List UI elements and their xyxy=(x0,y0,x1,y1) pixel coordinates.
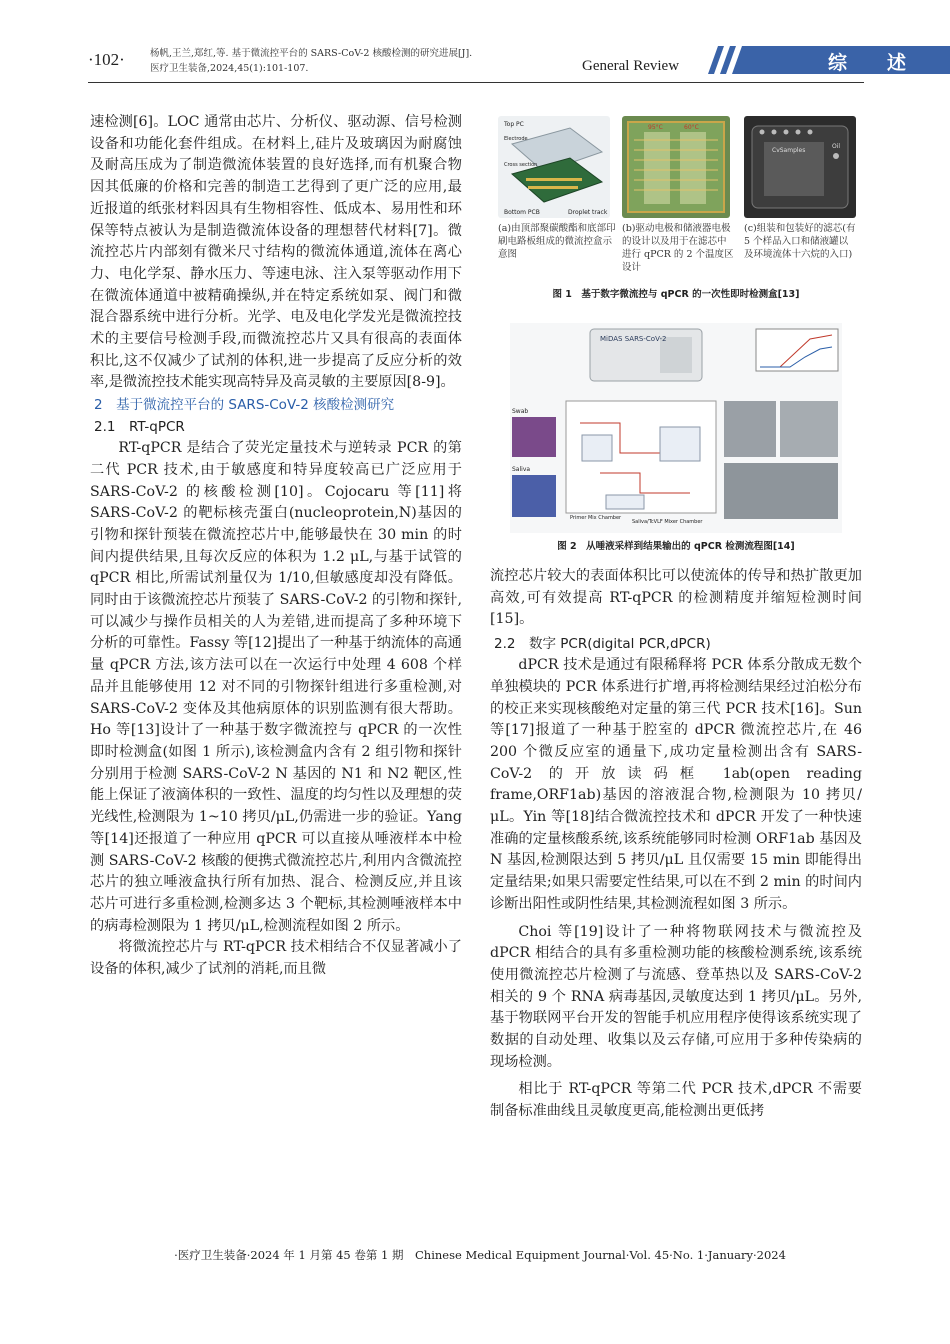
label-device: MiDAS SARS-CoV-2 xyxy=(600,335,667,343)
section-label-en: General Review xyxy=(582,58,680,74)
citation-line-2: 医疗卫生装备,2024,45(1):101-107. xyxy=(150,63,309,74)
page-number: ·102· xyxy=(88,50,125,69)
page-header xyxy=(88,40,947,86)
label-60c: 60°C xyxy=(684,124,699,131)
section-heading-2-1: 2.1 RT-qPCR xyxy=(94,419,185,436)
left-column xyxy=(90,112,462,981)
section-tag xyxy=(698,46,950,74)
paragraph: Choi 等[19]设计了一种将物联网技术与微流控及 dPCR 相结合的具有多重检测功能的核酸检测系统,该系统使用微流控芯片检测了与流感、登革热以及 SARS-CoV-2 相关的 9 个 RNA 病毒基因,灵敏度达到 1 拷贝/μL。另外,基于物联网平台开发的智能手机应用程序使得该系统实现了数据的自动处理、收集以及云存储,可应用于多种传染病的现场检测。 xyxy=(490,923,862,1070)
label-swab: Swab xyxy=(512,408,529,415)
label-samples: CvSamples xyxy=(772,147,806,154)
figure-2-diagram xyxy=(510,323,842,533)
label-saliva-mixer: Saliva/TcVLF Mixer Chamber xyxy=(632,519,703,525)
section-heading-2-2: 2.2 数字 PCR(digital PCR,dPCR) xyxy=(494,636,711,653)
figure-1a-diagram xyxy=(498,116,610,218)
paragraph: 流控芯片较大的表面体积比可以使流体的传导和热扩散更加高效,可有效提高 RT-qPCR 的检测精度并缩短检测时间[15]。 xyxy=(490,568,862,628)
figure-1b-diagram xyxy=(622,116,730,218)
label-bottom-pcb: Bottom PCB xyxy=(504,209,540,216)
figure-2 xyxy=(510,323,842,533)
label-cross-section: Cross section xyxy=(504,162,538,168)
right-column xyxy=(490,566,862,1123)
figure-1b-caption: (b)驱动电极和储液器电极的设计以及用于在滤芯中进行 qPCR 的 2 个温度区设计 xyxy=(622,223,734,273)
citation-line-1: 杨帆,王兰,郑红,等. 基于微流控平台的 SARS-CoV-2 核酸检测的研究进展[J]. xyxy=(150,48,473,59)
figure-1 xyxy=(490,112,862,312)
label-95c: 95°C xyxy=(648,124,663,131)
citation xyxy=(150,46,590,76)
figure-1b-image xyxy=(622,116,730,218)
section-label-cn: 综述 xyxy=(828,52,947,74)
paragraph: 相比于 RT-qPCR 等第二代 PCR 技术,dPCR 不需要制备标准曲线且灵敏度更高,能检测出更低拷 xyxy=(490,1081,862,1120)
label-primer-chamber: Primer Mix Chamber xyxy=(570,515,622,521)
section-heading-2: 2 基于微流控平台的 SARS-CoV-2 核酸检测研究 xyxy=(94,397,395,414)
figure-1c-image xyxy=(744,116,856,218)
figure-1c-diagram xyxy=(744,116,856,218)
header-rule xyxy=(88,82,864,83)
paragraph: dPCR 技术是通过有限稀释将 PCR 体系分散成无数个单独模块的 PCR 体系进行扩增,再将检测结果经过泊松分布的校正来实现核酸绝对定量的第三代 PCR 技术[16]。Sun 等[17]报道了一种基于腔室的 dPCR 微流控芯片,在 46 200 个微反应室的通量下,成功定量检测出含有 SARS-CoV-2 的开放读码框 1ab(open reading frame,ORF1ab)基因的溶液混合物,检测限为 10 拷贝/μL。Yin 等[18]结合微流控技术和 dPCR 开发了一种快速准确的定量核酸系统,该系统能够同时检测 ORF1ab 基因及 N 基因,检测限达到 5 拷贝/μL 且仅需要 15 min 即能得出定量结果;如果只需要定性结果,可以在不到 2 min 的时间内诊断出阳性或阴性结果,其检测流程如图 3 所示。 xyxy=(490,657,862,912)
figure-1a-caption: (a)由顶部聚碳酸酯和底部印刷电路板组成的微流控盒示意图 xyxy=(498,223,616,260)
page-footer: ·医疗卫生装备·2024 年 1 月第 45 卷第 1 期 Chinese Medical Equipment Journal·Vol. 45·No. 1·January·2024 xyxy=(174,1248,786,1262)
paragraph: RT-qPCR 是结合了荧光定量技术与逆转录 PCR 的第二代 PCR 技术,由于敏感度和特异度较高已广泛应用于 SARS-CoV-2 的核酸检测[10]。Cojocaru 等[11]将SARS-CoV-2 的靶标核壳蛋白(nucleoprotein,N)基因的引物和探针预装在微流控芯片中,能够最快在 30 min 的时间内提供结果,且每次反应的体积为 1.2 μL,与基于试管的 qPCR 相比,所需试剂量仅为 1/10,但敏感度却没有降低。同时由于该微流控芯片预装了 SARS-CoV-2 的引物和探针,可以减少与操作员相关的人为差错,进而提高了多种环境下分析的可靠性。Fassy 等[12]提出了一种基于纳流体的高通量 qPCR 方法,该方法可以在一次运行中处理 4 608 个样品并且能够使用 12 对不同的引物探针组进行多重检测,对 SARS-CoV-2 变体及其他病原体的识别监测有很大帮助。Ho 等[13]设计了一种基于数字微流控与 qPCR 的一次性即时检测盒(如图 1 所示),该检测盒内含有 2 组引物和探针分别用于检测 SARS-CoV-2 N 基因的 N1 和 N2 靶区,性能上保证了液滴体积的一致性、温度的均匀性以及理想的荧光线性,检测限为 1~10 拷贝/μL,仍需进一步的验证。Yang 等[14]还报道了一种应用 qPCR 可以直接从唾液样本中检测 SARS-CoV-2 核酸的便携式微流控芯片,利用内含微流控芯片的独立唾液盒执行所有加热、混合、检测反应,并且该芯片可进行多重检测,检测多达 3 个靶标,其检测唾液样本中的病毒检测限为 1 拷贝/μL,检测流程如图 2 所示。 xyxy=(90,440,462,934)
label-saliva: Saliva xyxy=(512,466,531,473)
paragraph: 将微流控芯片与 RT-qPCR 技术相结合不仅显著减小了设备的体积,减少了试剂的消耗,而且微 xyxy=(90,939,462,978)
figure-2-title: 图 2 从唾液采样到结果输出的 qPCR 检测流程图[14] xyxy=(557,541,795,552)
label-top-pc: Top PC xyxy=(504,121,524,128)
figure-1a-image xyxy=(498,116,610,218)
figure-1c-caption: (c)组装和包装好的滤芯(有 5 个样品入口和储液罐以及环境流体十六烷的入口) xyxy=(744,223,856,260)
label-droplet-track: Droplet track xyxy=(568,209,608,216)
figure-1-title: 图 1 基于数字微流控与 qPCR 的一次性即时检测盒[13] xyxy=(552,289,800,300)
label-electrode: Electrode xyxy=(504,136,528,142)
label-oil: Oil xyxy=(832,143,841,150)
paragraph: 速检测[6]。LOC 通常由芯片、分析仪、驱动源、信号检测设备和功能化套件组成。在材料上,硅片及玻璃因为耐腐蚀及耐高压成为了制造微流体装置的良好选择,而有机聚合物因其低廉的价格和完善的制造工艺得到了更广泛的应用,最近报道的纸张材料因具有生物相容性、低成本、易用性和环保等特点被认为是制造微流体设备的理想替代材料[7]。微流控芯片内部刻有微米尺寸结构的微流体通道,流体在离心力、电化学泵、静水压力、等速电泳、注入泵等驱动作用下在微流体通道中被精确操纵,并在特定系统如泵、阀门和微混合器系统中进行分析。光学、电及电化学发光是微流控技术的主要信号检测手段,而微流控芯片又具有很高的表面体积比,这不仅减少了试剂的体积,进一步提高了反应分析的效率,是微流控技术能实现高特异及高灵敏的主要原因[8-9]。 xyxy=(90,114,462,391)
